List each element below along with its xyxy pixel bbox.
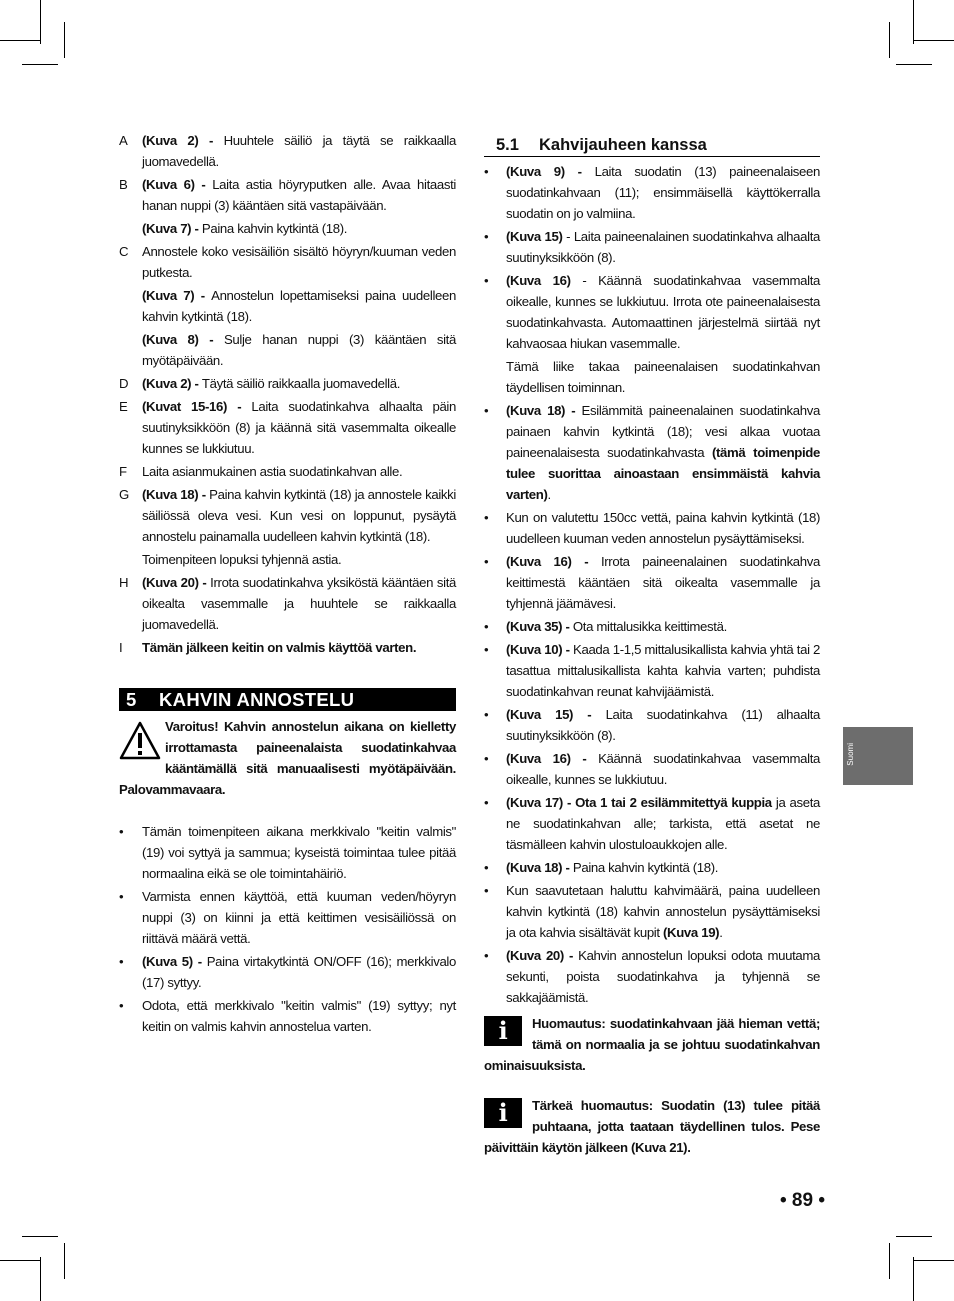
- bullet-text: [506, 356, 820, 398]
- bullet-item: [484, 945, 820, 1008]
- text-run: Tämän toimenpiteen aikana merkkivalo "keitin valmis" (19) voi syttyä ja sammua; kyseistä toimintaa tulee pitää normaalina eikä se ole toimintahäiriö.: [142, 824, 456, 881]
- text-run: Paina virtakytkintä ON/OFF (16); merkkivalo (17) syttyy.: [142, 954, 457, 990]
- step-paragraph: [142, 373, 456, 394]
- step-g: [119, 484, 456, 570]
- bullet-text: [506, 857, 820, 878]
- right-bullet-list: [484, 161, 820, 1010]
- bullet-text: [506, 792, 820, 855]
- bullet-item: [484, 551, 820, 614]
- crop-mark: [889, 1243, 890, 1279]
- info-icon: i: [484, 1098, 522, 1128]
- step-e: [119, 396, 456, 459]
- bullet-item: [484, 748, 820, 790]
- text-run: Laita suodatinkahva alhaalta päin suutinyksikköön (8) ja käännä sitä vasemmalta oikealle kunnes se lukkiutuu.: [142, 399, 456, 456]
- left-bullet-list: [119, 821, 456, 1039]
- bullet-item: [484, 857, 820, 878]
- subsection-number: 5.1: [496, 136, 519, 154]
- text-run: Sulje hanan nuppi (3) kääntäen sitä myötäpäivään.: [142, 332, 456, 368]
- step-paragraph: [142, 572, 456, 635]
- bold-run: Tämän jälkeen keitin on valmis käyttöä varten.: [142, 640, 417, 655]
- step-label: E: [119, 399, 128, 414]
- text-run: Täytä säiliö raikkaalla juomavedellä.: [201, 376, 401, 391]
- crop-mark: [913, 1257, 914, 1301]
- text-run: ja aseta ne suodatinkahvan alle; tarkista, että asetat ne täsmälleen kahvin ulostuloaukkojen alle.: [506, 795, 820, 852]
- text-run: Tämä liike takaa paineenalaisen suodatinkahvan täydellisen toiminnan.: [506, 359, 820, 395]
- text-run: Kahvin annostelun lopuksi odota muutama sekunti, poista suodatinkahva ja tyhjennä se sakkajäämistä.: [506, 948, 820, 1005]
- bullet-text: [142, 821, 456, 884]
- bold-run: (Kuva 10) -: [506, 642, 574, 657]
- step-list: [119, 130, 456, 660]
- bold-run: (Kuva 6) -: [142, 177, 213, 192]
- bold-run: (Kuva 7) -: [142, 221, 202, 236]
- text-run: Irrota suodatinkahva yksiköstä kääntäen sitä oikealta vasemmalle ja huuhtele se raikkaalla juomavedellä.: [142, 575, 456, 632]
- crop-mark: [64, 22, 65, 58]
- step-i: [119, 637, 456, 658]
- bullet-text: [506, 704, 820, 746]
- step-paragraph: [142, 285, 456, 327]
- bullet-text: [506, 551, 820, 614]
- step-paragraph: [142, 396, 456, 459]
- bold-run: (Kuva 7) -: [142, 288, 212, 303]
- bullet-item: [484, 270, 820, 398]
- text-run: Huuhtele säiliö ja täytä se raikkaalla juomavedellä.: [142, 133, 456, 169]
- crop-mark: [0, 1260, 40, 1261]
- bullet-text: [506, 507, 820, 549]
- bullet-text: [506, 639, 820, 702]
- text-run: - Käännä suodatinkahvaa vasemmalta oikealle, kunnes se lukkiutuu. Irrota ote paineenalaisesta suodatinkahvasta. Automaattinen järjestelmä siirtää nyt kahvaosaa hiukan vasemmalle.: [506, 273, 820, 351]
- bold-run: (Kuva 16) -: [506, 751, 599, 766]
- text-run: Käännä suodatinkahvaa vasemmalta oikealle, kunnes se lukkiutuu.: [506, 751, 820, 787]
- bullet-symbol: •: [119, 954, 124, 969]
- bullet-symbol: •: [484, 619, 489, 634]
- step-label: G: [119, 487, 129, 502]
- warning-block: [119, 716, 456, 800]
- crop-mark: [0, 40, 40, 41]
- bullet-text: [506, 748, 820, 790]
- bullet-item: [119, 821, 456, 884]
- crop-mark: [889, 22, 890, 58]
- step-label: C: [119, 244, 129, 259]
- language-tab: [843, 727, 913, 785]
- crop-mark: [896, 1236, 932, 1237]
- bold-run: (Kuva 8) -: [142, 332, 224, 347]
- step-paragraph: [142, 130, 456, 172]
- step-label: D: [119, 376, 129, 391]
- bold-run: (Kuva 20) -: [506, 948, 579, 963]
- text-run: Annostele koko vesisäiliön sisältö höyryn/kuuman veden putkesta.: [142, 244, 456, 280]
- bullet-text: [142, 886, 456, 949]
- bullet-item: [484, 161, 820, 224]
- bold-run: (Kuva 2) -: [142, 133, 224, 148]
- bullet-symbol: •: [119, 824, 124, 839]
- bullet-item: [484, 704, 820, 746]
- bullet-symbol: •: [484, 707, 489, 722]
- crop-mark: [22, 1236, 58, 1237]
- bold-run: (Kuva 18) -: [506, 860, 573, 875]
- bold-run: (Kuva 16): [506, 273, 571, 288]
- bullet-symbol: •: [484, 751, 489, 766]
- bullet-item: [484, 400, 820, 505]
- bold-run: (Kuva 18) -: [142, 487, 210, 502]
- text-run: .: [547, 487, 551, 502]
- step-paragraph: [142, 329, 456, 371]
- bullet-symbol: •: [484, 860, 489, 875]
- bullet-symbol: •: [484, 948, 489, 963]
- text-run: Irrota paineenalainen suodatinkahva keittimestä kääntäen sitä oikealta vasemmalle ja tyhjennä jäämävesi.: [506, 554, 821, 611]
- text-run: Kun on valutettu 150cc vettä, paina kahvin kytkintä (18) uudelleen kuuman veden annostelun pysäyttämiseksi.: [506, 510, 820, 546]
- bullet-item: [119, 995, 456, 1037]
- note-text: Tärkeä huomautus: Suodatin (13) tulee pitää puhtaana, jotta taataan täydellinen tulos. Pese päivittäin käytön jälkeen (Kuva 21).: [484, 1098, 820, 1155]
- crop-mark: [914, 40, 954, 41]
- bullet-text: [142, 951, 456, 993]
- bullet-symbol: •: [119, 889, 124, 904]
- text-run: Paina kahvin kytkintä (18).: [572, 860, 719, 875]
- bold-run: (Kuvat 15-16) -: [142, 399, 252, 414]
- section-title: KAHVIN ANNOSTELU: [159, 689, 355, 710]
- bold-run: (Kuva 19): [663, 925, 720, 940]
- crop-mark: [913, 0, 914, 44]
- bullet-item: [484, 226, 820, 268]
- step-paragraph: [142, 241, 456, 283]
- bullet-item: [484, 616, 820, 637]
- text-run: Esilämmitä paineenalainen suodatinkahva painaen kahvin kytkintä (18); vesi alkaa vuotaa paineenalaisesta suodatinkahvasta: [506, 403, 820, 460]
- bullet-symbol: •: [484, 795, 489, 810]
- step-a: [119, 130, 456, 172]
- text-run: Kun saavutetaan haluttu kahvimäärä, paina uudelleen kahvin kytkintä (18) kahvin annostelun pysäyttämiseksi ja ota kahvia sisältävät kupit: [506, 883, 820, 940]
- text-run: Odota, että merkkivalo "keitin valmis" (19) syttyy; nyt keitin on valmis kahvin annostelua varten.: [142, 998, 456, 1034]
- bullet-text: [506, 226, 820, 268]
- section-5-1-heading: [484, 134, 820, 157]
- text-run: Annostelun lopettamiseksi paina uudelleen kahvin kytkintä (18).: [142, 288, 456, 324]
- bold-run: (tämä toimenpide tulee suorittaa ainoastaan ensimmäistä kahvia varten): [506, 445, 820, 502]
- bullet-symbol: •: [119, 998, 124, 1013]
- bold-run: (Kuva 9) -: [506, 164, 595, 179]
- text-run: Paina kahvin kytkintä (18).: [201, 221, 348, 236]
- bullet-symbol: •: [484, 273, 489, 288]
- section-5-header: [119, 688, 456, 711]
- text-run: Ota mittalusikka keittimestä.: [572, 619, 727, 634]
- bold-run: (Kuva 16) -: [506, 554, 601, 569]
- bullet-symbol: •: [484, 229, 489, 244]
- text-run: Laita astia höyryputken alle. Avaa hitaasti hanan nuppi (3) kääntäen sitä vastapäivään.: [142, 177, 456, 213]
- bold-run: (Kuva 15): [506, 229, 563, 244]
- step-h: [119, 572, 456, 635]
- bullet-item: [484, 880, 820, 943]
- text-run: Laita asianmukainen astia suodatinkahvan alle.: [142, 464, 403, 479]
- crop-mark: [40, 1257, 41, 1301]
- text-run: Laita suodatinkahva (11) alhaalta suutinyksikköön (8).: [506, 707, 820, 743]
- step-c: [119, 241, 456, 371]
- step-paragraph: [142, 218, 456, 239]
- step-label: B: [119, 177, 128, 192]
- bullet-item: [484, 639, 820, 702]
- text-run: - Laita paineenalainen suodatinkahva alhaalta suutinyksikköön (8).: [506, 229, 820, 265]
- crop-mark: [896, 64, 932, 65]
- bullet-text: [142, 995, 456, 1037]
- crop-mark: [64, 1243, 65, 1279]
- bullet-item: [484, 507, 820, 549]
- step-paragraph: [142, 461, 456, 482]
- subsection-title: Kahvijauheen kanssa: [539, 136, 707, 154]
- info-icon: i: [484, 1016, 522, 1046]
- crop-mark: [40, 0, 41, 44]
- bullet-symbol: •: [484, 403, 489, 418]
- bullet-symbol: •: [484, 883, 489, 898]
- bold-run: (Kuva 18) -: [506, 403, 582, 418]
- info-note-2: [484, 1095, 820, 1158]
- step-paragraph: [142, 174, 456, 216]
- bullet-text: [506, 400, 820, 505]
- step-b: [119, 174, 456, 239]
- bullet-item: [484, 792, 820, 855]
- step-label: F: [119, 464, 127, 479]
- text-run: Varmista ennen käyttöä, että kuuman veden/höyryn nuppi (3) on kiinni ja että keittimen vesisäiliössä on riittävä määrä vettä.: [142, 889, 456, 946]
- bullet-text: [506, 616, 820, 637]
- text-run: Toimenpiteen lopuksi tyhjennä astia.: [142, 552, 342, 567]
- text-run: Laita suodatin (13) paineenalaiseen suodatinkahvaan (11); ensimmäisellä käyttökerralla suodatin on jo valmiina.: [506, 164, 820, 221]
- bullet-text: [506, 945, 820, 1008]
- bullet-item: [119, 951, 456, 993]
- bullet-symbol: •: [484, 554, 489, 569]
- step-label: H: [119, 575, 129, 590]
- text-run: .: [719, 925, 723, 940]
- step-paragraph: [142, 484, 456, 547]
- bullet-symbol: •: [484, 510, 489, 525]
- bold-run: (Kuva 2) -: [142, 376, 202, 391]
- text-run: Paina kahvin kytkintä (18) ja annostele kaikki säiliössä oleva vesi. Kun vesi on loppunut, pysäytä annostelu painamalla uudelleen kahvin kytkintä (18).: [142, 487, 457, 544]
- bold-run: (Kuva 17) - Ota 1 tai 2 esilämmitettyä kuppia: [506, 795, 772, 810]
- warning-text: Varoitus! Kahvin annostelun aikana on kielletty irrottamasta paineenalaista suodatinkahvaa kääntämällä sitä manuaalisesti myötäpäivään. Palovammavaara.: [119, 719, 456, 797]
- bullet-text: [506, 161, 820, 224]
- page-number: • 89 •: [780, 1190, 825, 1211]
- bold-run: (Kuva 20) -: [142, 575, 211, 590]
- bold-run: (Kuva 35) -: [506, 619, 573, 634]
- step-paragraph: [142, 549, 456, 570]
- bullet-text: [506, 880, 820, 943]
- step-paragraph: [142, 637, 456, 658]
- bullet-item: [119, 886, 456, 949]
- step-label: A: [119, 133, 128, 148]
- language-tab-label: Suomi: [846, 743, 855, 766]
- bullet-symbol: •: [484, 642, 489, 657]
- bullet-text: [506, 270, 820, 354]
- bold-run: (Kuva 15) -: [506, 707, 606, 722]
- step-d: [119, 373, 456, 394]
- bullet-symbol: •: [484, 164, 489, 179]
- step-label: I: [119, 640, 123, 655]
- warning-triangle-icon: [119, 720, 161, 762]
- step-f: [119, 461, 456, 482]
- text-run: Kaada 1-1,5 mittalusikallista kahvia yhtä tai 2 tasattua mittalusikallista kahta kahvia varten; puhdista suodatinkahvan reunat kahvijäämistä.: [506, 642, 820, 699]
- note-text: Huomautus: suodatinkahvaan jää hieman vettä; tämä on normaalia ja se johtuu suodatinkahvan ominaisuuksista.: [484, 1016, 820, 1073]
- section-number: 5: [126, 689, 137, 710]
- crop-mark: [22, 64, 58, 65]
- crop-mark: [914, 1260, 954, 1261]
- bold-run: (Kuva 5) -: [142, 954, 207, 969]
- info-note-1: [484, 1013, 820, 1076]
